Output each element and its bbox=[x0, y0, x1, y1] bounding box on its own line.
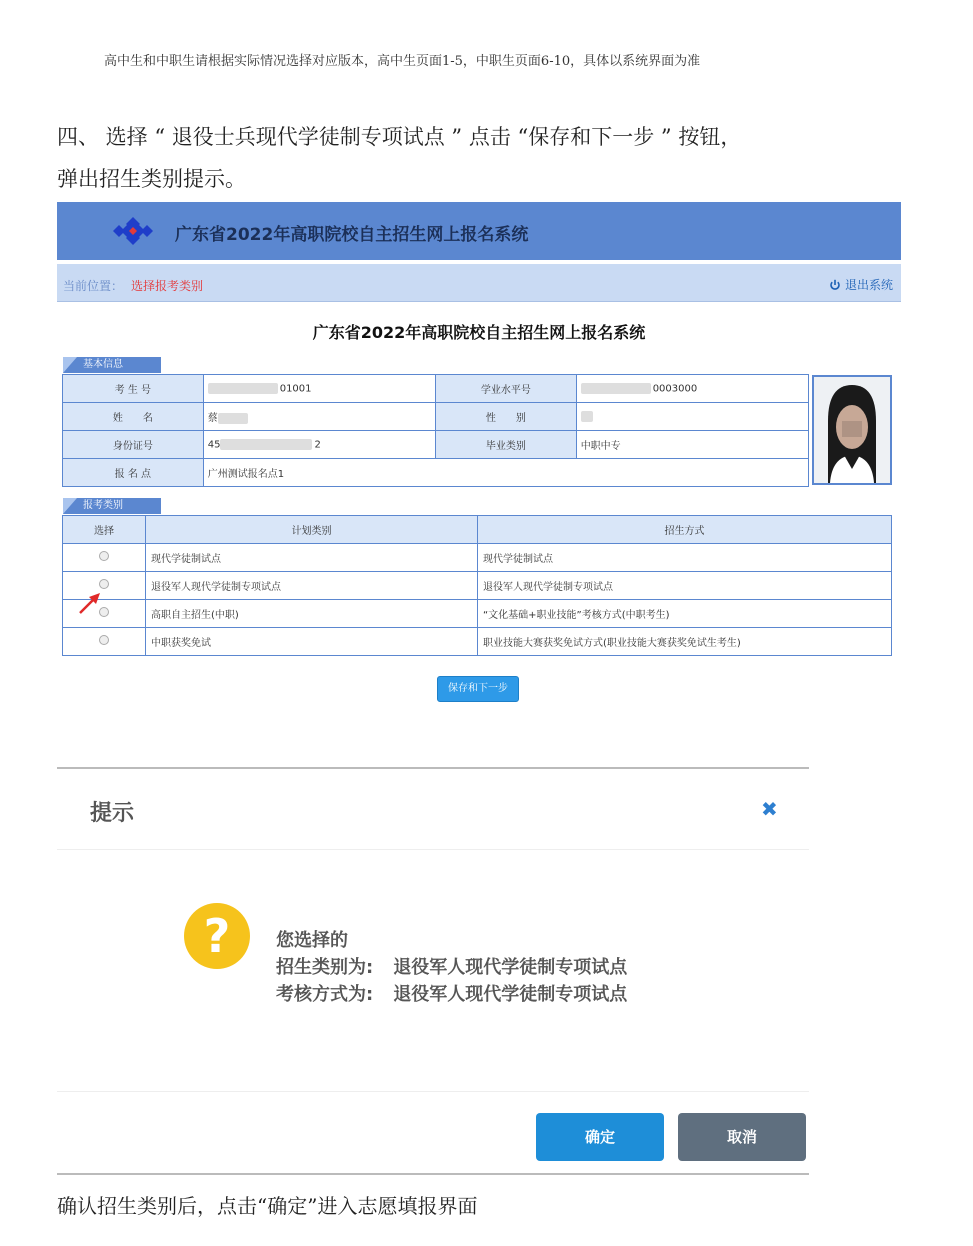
method-cell: 退役军人现代学徒制专项试点 bbox=[478, 572, 892, 600]
col-header-method: 招生方式 bbox=[478, 516, 892, 544]
exam-type-table bbox=[62, 515, 892, 656]
breadcrumb-current: 选择报考类别 bbox=[131, 279, 204, 293]
message-type-row bbox=[276, 954, 627, 981]
system-banner bbox=[57, 202, 901, 260]
table-header-row bbox=[63, 516, 892, 544]
exam-type-section-tag: 报考类别 bbox=[63, 498, 161, 514]
dialog-divider bbox=[57, 849, 809, 850]
level-no-label: 学业水平号 bbox=[435, 375, 576, 403]
select-cell bbox=[63, 544, 146, 572]
level-no-value: 0003000 bbox=[576, 375, 808, 403]
table-row bbox=[63, 431, 809, 459]
type-radio[interactable] bbox=[99, 579, 109, 589]
bottom-note: 确认招生类别后，点击“确定”进入志愿填报界面 bbox=[57, 1194, 478, 1218]
logout-label: 退出系统 bbox=[844, 278, 893, 292]
confirm-button[interactable]: 确定 bbox=[536, 1113, 664, 1161]
redaction-blur bbox=[220, 439, 312, 450]
select-cell bbox=[63, 572, 146, 600]
top-note: 高中生和中职生请根据实际情况选择对应版本，高中生页面1-5，中职生页面6-10，具体以系统界面为准 bbox=[104, 54, 701, 69]
method-value: 退役军人现代学徒制专项试点 bbox=[393, 984, 628, 1005]
applicant-photo bbox=[812, 375, 892, 485]
type-radio[interactable] bbox=[99, 551, 109, 561]
select-cell bbox=[63, 600, 146, 628]
cancel-button[interactable]: 取消 bbox=[678, 1113, 806, 1161]
redaction-blur bbox=[208, 383, 278, 394]
save-next-button[interactable]: 保存和下一步 bbox=[437, 676, 519, 702]
breadcrumb bbox=[57, 264, 901, 302]
method-label: 考核方式为: bbox=[276, 984, 374, 1005]
breadcrumb-label: 当前位置： bbox=[63, 279, 124, 293]
gender-value bbox=[576, 403, 808, 431]
table-row bbox=[63, 403, 809, 431]
grad-value: 中职中专 bbox=[576, 431, 808, 459]
exam-no-value: 01001 bbox=[203, 375, 435, 403]
table-row bbox=[63, 459, 809, 487]
message-method-row bbox=[276, 981, 627, 1008]
registration-screenshot bbox=[57, 202, 901, 722]
table-row bbox=[63, 544, 892, 572]
method-cell: “文化基础+职业技能”考核方式(中职考生) bbox=[478, 600, 892, 628]
step-instruction bbox=[57, 116, 837, 200]
logout-link[interactable] bbox=[829, 276, 893, 293]
prompt-dialog bbox=[57, 767, 809, 1175]
close-icon[interactable]: ✖ bbox=[761, 797, 778, 821]
dialog-divider bbox=[57, 1091, 809, 1092]
dialog-title: 提示 bbox=[90, 801, 135, 826]
type-radio[interactable] bbox=[99, 635, 109, 645]
plan-cell: 退役军人现代学徒制专项试点 bbox=[146, 572, 478, 600]
message-line: 您选择的 bbox=[276, 930, 348, 951]
method-cell: 现代学徒制试点 bbox=[478, 544, 892, 572]
col-header-plan: 计划类别 bbox=[146, 516, 478, 544]
site-value: 广州测试报名点1 bbox=[203, 459, 808, 487]
question-icon: ? bbox=[184, 903, 250, 969]
applicant-photo-image bbox=[814, 377, 890, 483]
redaction-blur bbox=[581, 383, 651, 394]
plan-cell: 中职获奖免试 bbox=[146, 628, 478, 656]
redaction-blur bbox=[218, 413, 248, 424]
system-logo-icon bbox=[112, 216, 154, 246]
redaction-blur bbox=[581, 411, 593, 422]
power-icon bbox=[829, 279, 841, 291]
name-value: 蔡 bbox=[203, 403, 435, 431]
banner-title: 广东省2022年高职院校自主招生网上报名系统 bbox=[175, 225, 529, 245]
name-label: 姓 名 bbox=[63, 403, 204, 431]
step-line-1: 四、 选择 “ 退役士兵现代学徒制专项试点 ” 点击 “保存和下一步 ” 按钮， bbox=[57, 125, 742, 149]
table-row bbox=[63, 628, 892, 656]
red-arrow-icon bbox=[77, 590, 103, 616]
id-label: 身份证号 bbox=[63, 431, 204, 459]
type-value: 退役军人现代学徒制专项试点 bbox=[393, 957, 628, 978]
select-cell bbox=[63, 628, 146, 656]
id-value: 45 2 bbox=[203, 431, 435, 459]
basic-info-section-tag: 基本信息 bbox=[63, 357, 161, 373]
basic-info-table bbox=[62, 374, 809, 487]
page-title: 广东省2022年高职院校自主招生网上报名系统 bbox=[312, 323, 646, 342]
gender-label: 性 别 bbox=[435, 403, 576, 431]
site-label: 报 名 点 bbox=[63, 459, 204, 487]
table-row bbox=[63, 375, 809, 403]
method-cell: 职业技能大赛获奖免试方式(职业技能大赛获奖免试生考生) bbox=[478, 628, 892, 656]
table-row bbox=[63, 600, 892, 628]
grad-label: 毕业类别 bbox=[435, 431, 576, 459]
plan-cell: 高职自主招生(中职) bbox=[146, 600, 478, 628]
plan-cell: 现代学徒制试点 bbox=[146, 544, 478, 572]
step-line-2: 弹出招生类别提示。 bbox=[57, 167, 246, 191]
dialog-message bbox=[276, 927, 627, 1008]
exam-no-label: 考 生 号 bbox=[63, 375, 204, 403]
col-header-select: 选择 bbox=[63, 516, 146, 544]
type-label: 招生类别为: bbox=[276, 957, 374, 978]
table-row bbox=[63, 572, 892, 600]
